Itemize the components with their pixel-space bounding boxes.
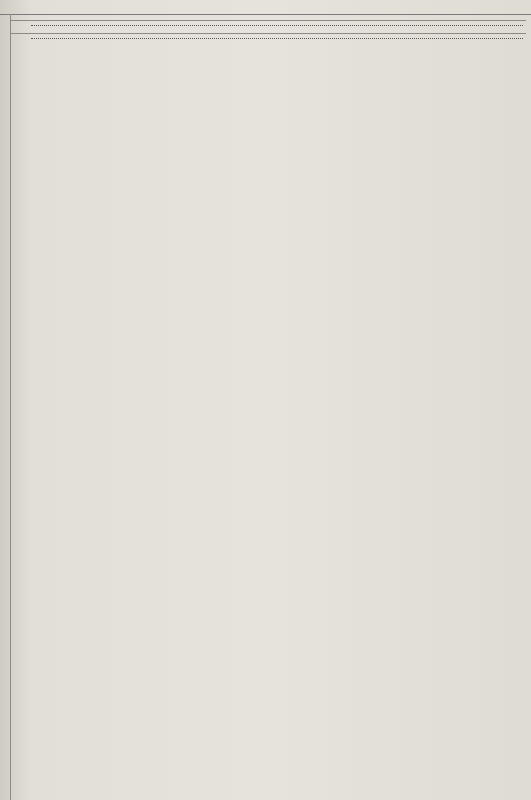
margin-rule xyxy=(10,14,11,800)
chapter-18-heading[interactable] xyxy=(28,28,526,29)
dot-leader xyxy=(31,38,523,39)
running-header xyxy=(0,0,531,15)
divider xyxy=(10,33,526,34)
divider xyxy=(10,20,526,21)
chapter-19-heading[interactable] xyxy=(28,41,526,42)
toc-content xyxy=(28,16,526,42)
dot-leader xyxy=(31,25,523,26)
